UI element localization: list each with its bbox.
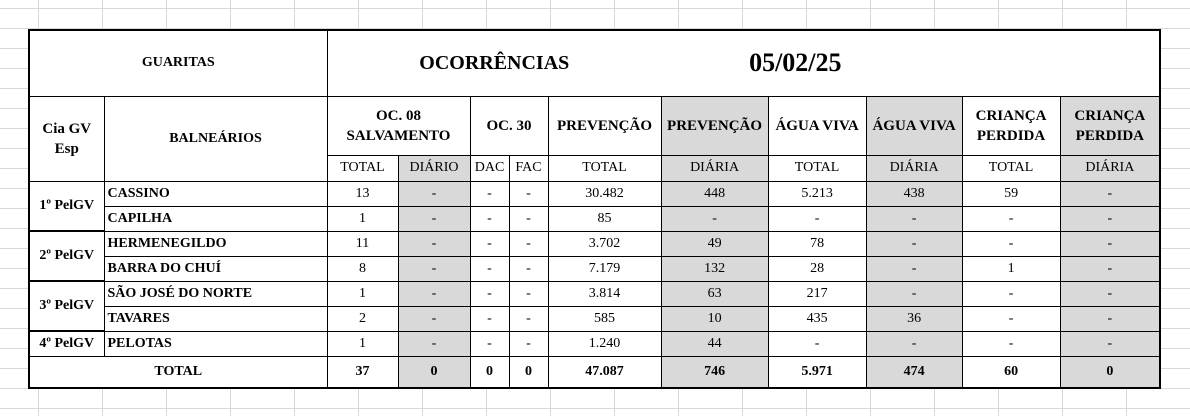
prevencao-total-header: PREVENÇÃO [548, 96, 661, 155]
cell: 78 [768, 231, 866, 256]
cell: 63 [661, 281, 768, 306]
cell: - [1060, 256, 1160, 281]
cell: 1 [327, 331, 398, 356]
cell: 5.213 [768, 181, 866, 206]
agua-viva-total-header: ÁGUA VIVA [768, 96, 866, 155]
group-label: 2º PelGV [29, 231, 104, 281]
cell: - [1060, 331, 1160, 356]
balnearios-header: BALNEÁRIOS [104, 96, 327, 181]
group-label: 4º PelGV [29, 331, 104, 356]
cell: - [866, 231, 962, 256]
cell: 85 [548, 206, 661, 231]
prevencao-diaria-header: PREVENÇÃO [661, 96, 768, 155]
cell: 1.240 [548, 331, 661, 356]
cell: - [509, 181, 548, 206]
total-cell: 47.087 [548, 356, 661, 388]
subheader: DAC [470, 155, 509, 181]
balneario-name: PELOTAS [104, 331, 327, 356]
cell: 3.702 [548, 231, 661, 256]
cell: - [470, 256, 509, 281]
cell: - [1060, 306, 1160, 331]
cell: - [768, 206, 866, 231]
cell: - [470, 306, 509, 331]
balneario-name: CASSINO [104, 181, 327, 206]
cell: - [866, 281, 962, 306]
total-cell: 5.971 [768, 356, 866, 388]
subheader: DIÁRIA [661, 155, 768, 181]
cell: 49 [661, 231, 768, 256]
cell: 7.179 [548, 256, 661, 281]
cell: - [509, 206, 548, 231]
cell: 1 [962, 256, 1060, 281]
cell: - [470, 281, 509, 306]
cell: 132 [661, 256, 768, 281]
cell: - [962, 281, 1060, 306]
cell: - [1060, 281, 1160, 306]
cell: - [509, 231, 548, 256]
cell: 11 [327, 231, 398, 256]
cell: - [661, 206, 768, 231]
cell: - [398, 306, 470, 331]
cell: - [768, 331, 866, 356]
cell: - [470, 206, 509, 231]
cell: - [866, 256, 962, 281]
total-cell: 474 [866, 356, 962, 388]
total-cell: 37 [327, 356, 398, 388]
cell: - [509, 256, 548, 281]
agua-viva-diaria-header: ÁGUA VIVA [866, 96, 962, 155]
cell: - [398, 231, 470, 256]
cell: - [398, 331, 470, 356]
cell: - [470, 231, 509, 256]
cell: - [1060, 181, 1160, 206]
cell: 44 [661, 331, 768, 356]
cell: 8 [327, 256, 398, 281]
cell: - [509, 281, 548, 306]
balneario-name: HERMENEGILDO [104, 231, 327, 256]
cell: 217 [768, 281, 866, 306]
cell: - [398, 281, 470, 306]
cell: - [866, 331, 962, 356]
balneario-name: SÃO JOSÉ DO NORTE [104, 281, 327, 306]
guaritas-header: GUARITAS [29, 30, 327, 96]
cell: - [866, 206, 962, 231]
cell: - [962, 231, 1060, 256]
cell: - [1060, 231, 1160, 256]
cell: 10 [661, 306, 768, 331]
cia-header: Cia GV Esp [29, 96, 104, 181]
cell: 3.814 [548, 281, 661, 306]
subheader: TOTAL [962, 155, 1060, 181]
cell: - [962, 331, 1060, 356]
crianca-total-header: CRIANÇA PERDIDA [962, 96, 1060, 155]
subheader: DIÁRIA [866, 155, 962, 181]
cell: 36 [866, 306, 962, 331]
oc08-header: OC. 08 SALVAMENTO [327, 96, 470, 155]
ocorrencias-header: OCORRÊNCIAS [327, 30, 661, 96]
subheader: TOTAL [768, 155, 866, 181]
total-cell: 0 [1060, 356, 1160, 388]
total-cell: 60 [962, 356, 1060, 388]
subheader: TOTAL [327, 155, 398, 181]
total-cell: 0 [470, 356, 509, 388]
subheader: DIÁRIO [398, 155, 470, 181]
cell: 438 [866, 181, 962, 206]
crianca-diaria-header: CRIANÇA PERDIDA [1060, 96, 1160, 155]
cell: 448 [661, 181, 768, 206]
cell: 59 [962, 181, 1060, 206]
subheader: FAC [509, 155, 548, 181]
total-cell: 0 [398, 356, 470, 388]
balneario-name: TAVARES [104, 306, 327, 331]
subheader: TOTAL [548, 155, 661, 181]
cell: - [398, 206, 470, 231]
report-date: 05/02/25 [661, 30, 1160, 96]
balneario-name: CAPILHA [104, 206, 327, 231]
oc30-header: OC. 30 [470, 96, 548, 155]
cell: 30.482 [548, 181, 661, 206]
cell: - [509, 306, 548, 331]
cell: - [962, 206, 1060, 231]
subheader: DIÁRIA [1060, 155, 1160, 181]
cell: 28 [768, 256, 866, 281]
group-label: 1º PelGV [29, 181, 104, 231]
cell: - [1060, 206, 1160, 231]
cell: 13 [327, 181, 398, 206]
cell: 435 [768, 306, 866, 331]
cell: 1 [327, 281, 398, 306]
total-cell: 0 [509, 356, 548, 388]
group-label: 3º PelGV [29, 281, 104, 331]
total-label: TOTAL [29, 356, 327, 388]
cell: - [962, 306, 1060, 331]
cell: - [470, 331, 509, 356]
total-cell: 746 [661, 356, 768, 388]
cell: - [398, 256, 470, 281]
balneario-name: BARRA DO CHUÍ [104, 256, 327, 281]
cell: 2 [327, 306, 398, 331]
cell: 1 [327, 206, 398, 231]
cell: - [509, 331, 548, 356]
cell: 585 [548, 306, 661, 331]
occurrences-table [28, 29, 1161, 389]
cell: - [470, 181, 509, 206]
cell: - [398, 181, 470, 206]
